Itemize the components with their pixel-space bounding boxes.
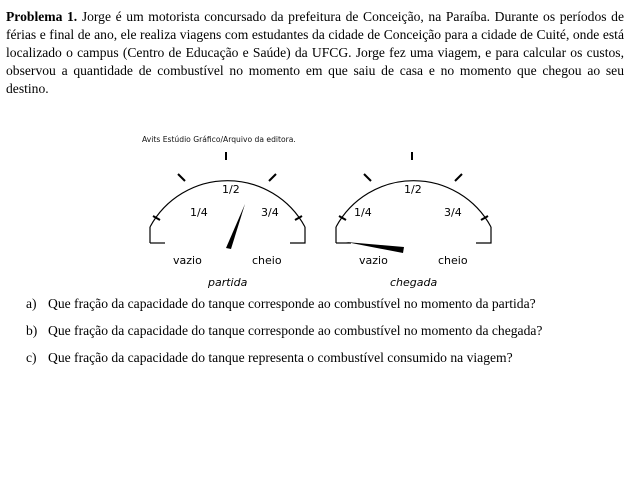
tick-three-quarter xyxy=(455,174,462,181)
fuel-gauges-figure xyxy=(130,148,510,293)
question-item xyxy=(26,323,616,350)
gauge-arc xyxy=(476,227,491,243)
label-full: cheio xyxy=(252,254,282,267)
figure-credit: Avits Estúdio Gráfico/Arquivo da editora. xyxy=(142,135,296,144)
question-text: Que fração da capacidade do tanque corresponde ao combustível no momento da chegada? xyxy=(48,323,543,338)
label-empty: vazio xyxy=(173,254,202,267)
label-half: 1/2 xyxy=(222,183,240,196)
fuel-gauge-partida xyxy=(150,152,305,289)
question-list xyxy=(26,296,616,377)
gauge-caption: chegada xyxy=(390,276,438,289)
tick-quarter xyxy=(178,174,185,181)
question-letter: c) xyxy=(26,350,37,365)
label-quarter: 1/4 xyxy=(354,206,372,219)
problem-heading: Problema 1. xyxy=(6,9,78,24)
label-quarter: 1/4 xyxy=(190,206,208,219)
label-full: cheio xyxy=(438,254,468,267)
gauge-needle xyxy=(346,242,404,253)
label-empty: vazio xyxy=(359,254,388,267)
label-three-quarter: 3/4 xyxy=(444,206,462,219)
tick-quarter xyxy=(364,174,371,181)
question-letter: a) xyxy=(26,296,37,311)
problem-text: Jorge é um motorista concursado da prefeitura de Conceição, na Paraíba. Durante os períodos de férias e final de ano, ele realiza viagens com estudantes da cidade de Conceição para a cidade de Cuité, onde está localizado o campus (Centro de Educação e Saúde) da UFCG. Jorge fez uma viagem, e para calcular os custos, observou a quantidade de combustível no momento em que saiu de casa e no momento que chegou ao seu destino. xyxy=(6,9,624,96)
tick-three-quarter xyxy=(269,174,276,181)
label-three-quarter: 3/4 xyxy=(261,206,279,219)
question-text: Que fração da capacidade do tanque representa o combustível consumido na viagem? xyxy=(48,350,513,365)
gauge-caption: partida xyxy=(208,276,248,289)
question-text: Que fração da capacidade do tanque corresponde ao combustível no momento da partida? xyxy=(48,296,536,311)
label-half: 1/2 xyxy=(404,183,422,196)
gauge-arc xyxy=(290,227,305,243)
gauge-needle xyxy=(226,204,245,249)
question-item xyxy=(26,350,616,377)
fuel-gauge-chegada xyxy=(336,152,491,289)
question-letter: b) xyxy=(26,323,38,338)
question-item xyxy=(26,296,616,323)
problem-statement xyxy=(6,8,624,98)
